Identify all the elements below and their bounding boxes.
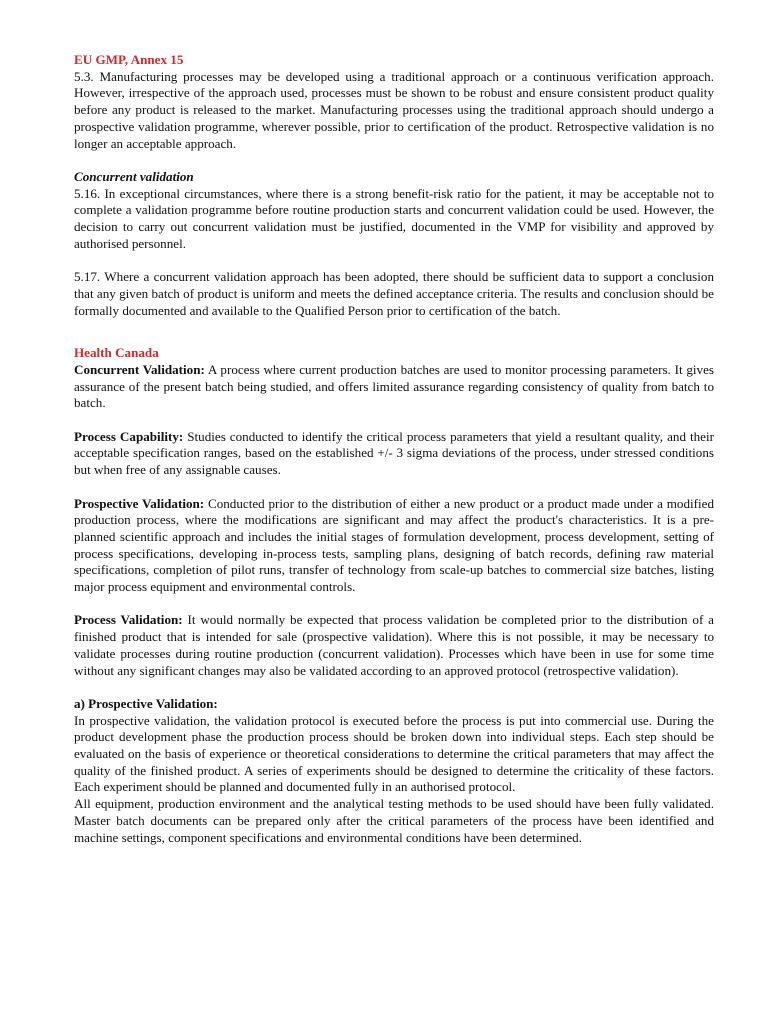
definition-term: Prospective Validation: — [74, 495, 205, 511]
section-5-16: 5.16. In exceptional circumstances, where there is a strong benefit-risk ratio for the patient, it may be acceptable not to complete a validation programme before routine production starts and concurrent validation could be used. However, the decision to carry out concurrent validation must be justified, documented in the VMP for visibility and approved by authorised personnel. — [74, 185, 714, 251]
definition-term: Concurrent Validation: — [74, 361, 205, 377]
definition-text: Conducted prior to the distribution of either a new product or a product made under a modified production process, where the modifications are significant and may affect the product's characteristics. It is a pre-planned scientific approach and includes the initial stages of formulation development, process development, setting of process specifications, developing in-process tests, sampling plans, designing of batch records, defining raw material specifications, completion of pilot runs, transfer of technology from scale-up batches to commercial size batches, listing major process equipment and environmental controls. — [74, 495, 715, 595]
concurrent-validation-heading: Concurrent validation — [74, 168, 194, 184]
prospective-validation-paragraph-1: In prospective validation, the validation protocol is executed before the process is put into commercial use. During the product development phase the production process should be broken down into individual steps. Each step should be evaluated on the basis of experience or theoretical considerations to determine the critical parameters that may affect the quality of the finished product. A series of experiments should be designed to determine the criticality of these factors. Each experiment should be planned and documented fully in an authorised protocol. — [74, 712, 714, 795]
concurrent-validation-definition — [74, 362, 714, 412]
definition-text: A process where current production batches are used to monitor processing parameters. It gives assurance of the present batch being studied, and offers limited assurance regarding consistency of quality from batch to batch. — [74, 361, 714, 411]
definition-text: Studies conducted to identify the critical process parameters that yield a resultant quality, and their acceptable specification ranges, based on the established +/- 3 sigma deviations of the process, under stressed conditions but when free of any assignable causes. — [74, 428, 714, 478]
process-capability-definition — [74, 429, 714, 479]
section-5-17: 5.17. Where a concurrent validation approach has been adopted, there should be sufficient data to support a conclusion that any given batch of product is uniform and meets the defined acceptance criteria. The results and conclusion should be formally documented and available to the Qualified Person prior to certification of the batch. — [74, 269, 714, 318]
section-5-3: 5.3. Manufacturing processes may be developed using a traditional approach or a continuous verification approach. However, irrespective of the approach used, processes must be shown to be robust and ensure consistent product quality before any product is released to the market. Manufacturing processes using the traditional approach should undergo a prospective validation programme, wherever possible, prior to certification of the product. Retrospective validation is no longer an acceptable approach. — [74, 68, 714, 151]
definition-term: Process Capability: — [74, 428, 184, 444]
document-body — [74, 52, 714, 846]
health-canada-heading: Health Canada — [74, 345, 159, 361]
eu-gmp-heading: EU GMP, Annex 15 — [74, 52, 184, 67]
prospective-validation-subheading: a) Prospective Validation: — [74, 695, 218, 711]
prospective-validation-paragraph-2: All equipment, production environment and the analytical testing methods to be used should have been fully validated. Master batch documents can be prepared only after the critical parameters of the process have been identified and machine settings, component specifications and environmental conditions have been determined. — [74, 796, 714, 845]
process-validation-definition — [74, 612, 714, 679]
definition-term: Process Validation: — [74, 612, 183, 628]
prospective-validation-definition — [74, 496, 714, 596]
definition-text: It would normally be expected that process validation be completed prior to the distribution of a finished product that is intended for sale (prospective validation). Where this is not possible, it may be necessary to validate processes during routine production (concurrent validation). Processes which have been in use for some time without any significant changes may also be validated according to an approved protocol (retrospective validation). — [74, 612, 714, 678]
